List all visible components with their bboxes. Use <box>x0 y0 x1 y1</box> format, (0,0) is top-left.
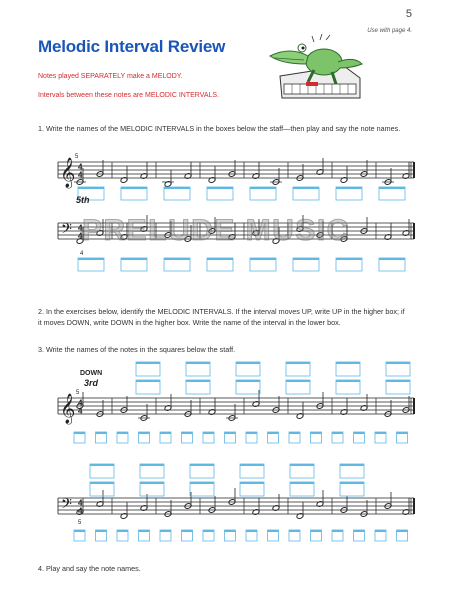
interval-box <box>136 380 160 394</box>
use-with-note: Use with page 4. <box>367 28 412 34</box>
time-signature-top: 4 <box>78 223 83 233</box>
page-number: 5 <box>405 8 412 20</box>
interval-box <box>386 380 410 394</box>
finger-number: 5 <box>75 154 79 160</box>
exercise-3-bass-staff <box>58 498 414 514</box>
exercise-4-instruction: 4. Play and say the note names. <box>38 564 141 573</box>
direction-box <box>136 362 160 376</box>
direction-box <box>336 362 360 376</box>
time-signature-bottom: 4 <box>78 506 83 516</box>
direction-box <box>236 362 260 376</box>
interval-box <box>186 380 210 394</box>
bass-clef-icon: 𝄢 <box>61 221 72 240</box>
exercise-2-instruction: 2. In the exercises below, identify the MELODIC INTERVALS. If the interval moves UP, write UP in the higher box; if it moves DOWN, write DOWN in the higher box. Write the name of the interval in the lower box. <box>38 307 405 327</box>
interval-box <box>190 482 214 496</box>
interval-box <box>240 482 264 496</box>
finger-number: 5 <box>76 390 80 396</box>
interval-box <box>340 482 364 496</box>
direction-box <box>290 464 314 478</box>
interval-box <box>336 380 360 394</box>
intro-line-1: Notes played SEPARATELY make a MELODY. <box>38 73 183 80</box>
time-signature-top: 4 <box>78 162 83 172</box>
watermark: PRELUDE MUSIC <box>82 214 350 247</box>
finger-number: 5 <box>78 520 82 526</box>
intro-line-2: Intervals between these notes are MELODIC INTERVALS. <box>38 92 220 99</box>
treble-clef-icon: 𝄞 <box>60 157 76 187</box>
direction-box <box>240 464 264 478</box>
example-answer-5th: 5th <box>76 195 90 205</box>
interval-box <box>236 380 260 394</box>
time-signature-bottom: 4 <box>78 406 83 416</box>
exercise-3-instruction: 3. Write the names of the notes in the squares below the staff. <box>38 345 236 354</box>
page-title: Melodic Interval Review <box>38 37 226 56</box>
direction-box <box>90 464 114 478</box>
time-signature-top: 4 <box>78 498 83 508</box>
time-signature-bottom: 4 <box>78 231 83 241</box>
interval-box <box>140 482 164 496</box>
example-direction: DOWN <box>80 370 103 377</box>
interval-box <box>90 482 114 496</box>
interval-box <box>290 482 314 496</box>
direction-box <box>340 464 364 478</box>
bass-clef-icon: 𝄢 <box>61 496 72 515</box>
interval-box <box>286 380 310 394</box>
direction-box <box>186 362 210 376</box>
finger-number: 4 <box>80 251 84 257</box>
direction-box <box>190 464 214 478</box>
direction-box <box>286 362 310 376</box>
time-signature-top: 4 <box>78 398 83 408</box>
time-signature-bottom: 4 <box>78 170 83 180</box>
direction-box <box>386 362 410 376</box>
direction-box <box>140 464 164 478</box>
example-interval: 3rd <box>84 378 99 388</box>
treble-clef-icon: 𝄞 <box>60 393 76 423</box>
exercise-3-treble-staff <box>58 398 414 414</box>
exercise-1-instruction: 1. Write the names of the MELODIC INTERVALS in the boxes below the staff—then play and say the note names. <box>38 124 401 133</box>
